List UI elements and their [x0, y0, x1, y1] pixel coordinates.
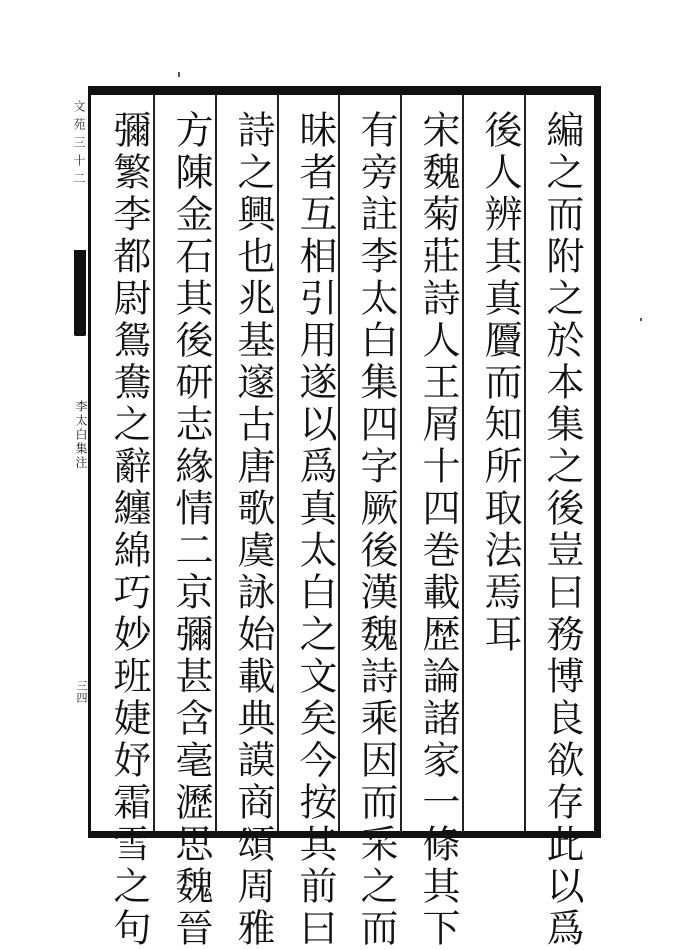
text-column-6: 詩之興也兆基邃古唐歌虞詠始載典謨商頌周雅 [231, 110, 275, 950]
frame-right-border [594, 86, 601, 838]
frame-left-border [88, 86, 91, 838]
text-column-8: 彌繁李都尉鴛鴦之辭纏綿巧妙班婕妤霜雪之句 [107, 110, 151, 950]
spine-title: 李太白集注 [74, 400, 88, 470]
spine-top-fragment: 文苑三十二 [72, 100, 86, 190]
text-column-7: 方陳金石其後研志緣情二京彌甚含毫瀝思魏晉 [169, 110, 213, 950]
scan-speck [178, 72, 180, 77]
spine-page-number: 三四 [75, 680, 88, 704]
fishtail-mark-icon [74, 250, 86, 336]
text-column-1: 編之而附之於本集之後豈曰務博良欲存此以爲 [540, 110, 584, 950]
text-column-2: 後人辨其真贗而知所取法焉耳 [478, 110, 522, 656]
scan-speck [640, 318, 642, 321]
text-column-4: 有旁註李太白集四字厥後漢魏詩乘因而采之而 [354, 110, 398, 950]
text-column-3: 宋魏菊莊詩人王屑十四巻載歴論諸家一條其下 [416, 110, 460, 950]
text-column-5: 昧者互相引用遂以爲真太白之文矣今按其前曰 [293, 110, 337, 950]
frame-top-border [88, 86, 600, 95]
